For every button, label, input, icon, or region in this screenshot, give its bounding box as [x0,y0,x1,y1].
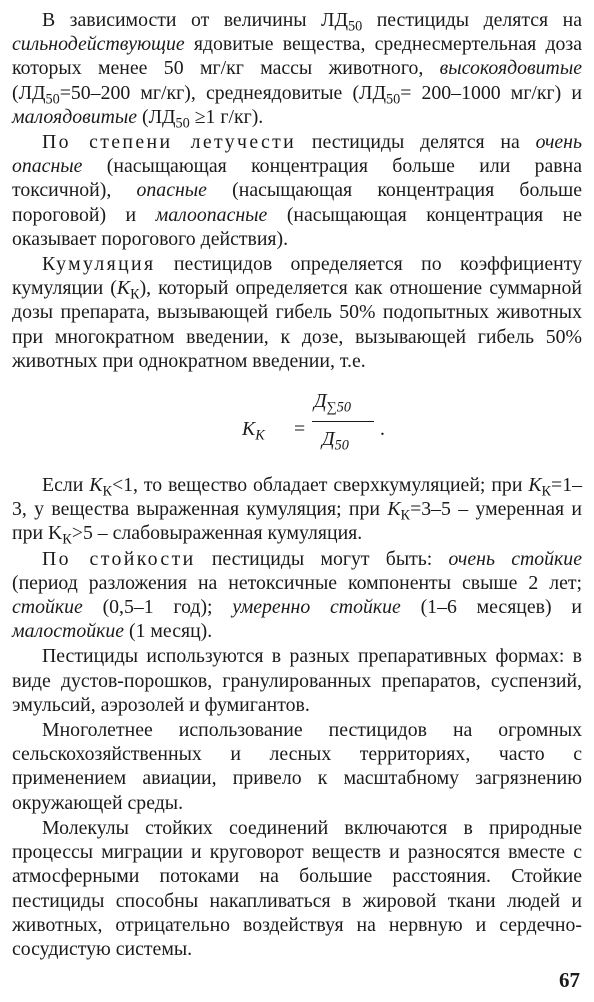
cumulation-formula [12,381,582,471]
paragraph-pollution: Многолетнее использование пестицидов на огромных сельскохозяйственных и лесных территориях, часто с применением авиации, привело к масштабному загрязнению окружающей среды. [12,719,582,814]
term-highly-toxic: высокоядовитые [439,57,582,80]
term-strong: сильнодействующие [12,33,185,56]
term-low-toxic: малоядовитые [12,105,138,128]
formula-period: . [380,418,385,441]
fraction-bar [312,421,374,422]
page-number: 67 [559,968,580,992]
paragraph-persistence: По стойкости пестициды могут быть: очень стойкие (период разложения на нетоксичные компоненты свыше 2 лет; стойкие (0,5–1 год); умеренно стойкие (1–6 месяцев) и малостойкие (1 месяц). [12,547,582,643]
paragraph-cumulation: Кумуляция пестицидов определяется по коэффициенту кумуляции $(K_К)$, который определяется как отношение суммарной дозы препарата, вызывающей гибель 50% подопытных животных при многократном введении, к дозе, вызывающей гибель 50% животных при однократном введении, т.е. [12,253,583,372]
paragraph-migration: Молекулы стойких соединений включаются в природные процессы миграции и круговорот веществ и разносятся вместе с атмосферными потоками на большие расстояния. Стойкие пестициды способны накапливаться в жировой ткани людей и животных, отрицательно воздействуя на нервную и сердечно-сосудистую системы. [12,816,582,960]
formula-lhs: $K_К$ [242,418,265,444]
formula-denominator: $Д_{50}$ [322,428,349,454]
page-body [12,8,582,961]
paragraph-ld50: В зависимости от величины $ЛД_{50}$ пестициды делятся на сильнодействующие ядовитые вещества, среднесмертельная доза которых менее 50 мг/кг массы животного, высокоядовитые ($ЛД_{50}=50-200$ мг/кг), среднеядовитые ($ЛД_{50}= 200-1000$ мг/кг) и малоядовитые ($ЛД_{50} \ge 1$ г/кг). [12,9,582,132]
paragraph-forms: Пестициды используются в разных препаративных формах: в виде дустов-порошков, гранулированных препаратов, суспензий, эмульсий, аэрозолей и фумигантов. [12,645,582,716]
paragraph-cumulation-levels: Если $K_К<1$, то вещество обладает сверхкумуляцией; при $K_К=1-3$, у вещества выраженная кумуляция; при $K_К=3-5$ – умеренная и при $K_К>5$ – слабовыраженная кумуляция. [12,474,583,548]
paragraph-volatility: По степени летучести пестициды делятся на очень опасные (насыщающая концентрация больше или равна токсичной), опасные (насыщающая концентрация больше пороговой) и малоопасные (насыщающая концентрация не оказывает порогового действия). [12,131,582,250]
formula-numerator: $Д_{\sum 50}$ [314,390,352,416]
formula-equals: = [294,418,306,441]
